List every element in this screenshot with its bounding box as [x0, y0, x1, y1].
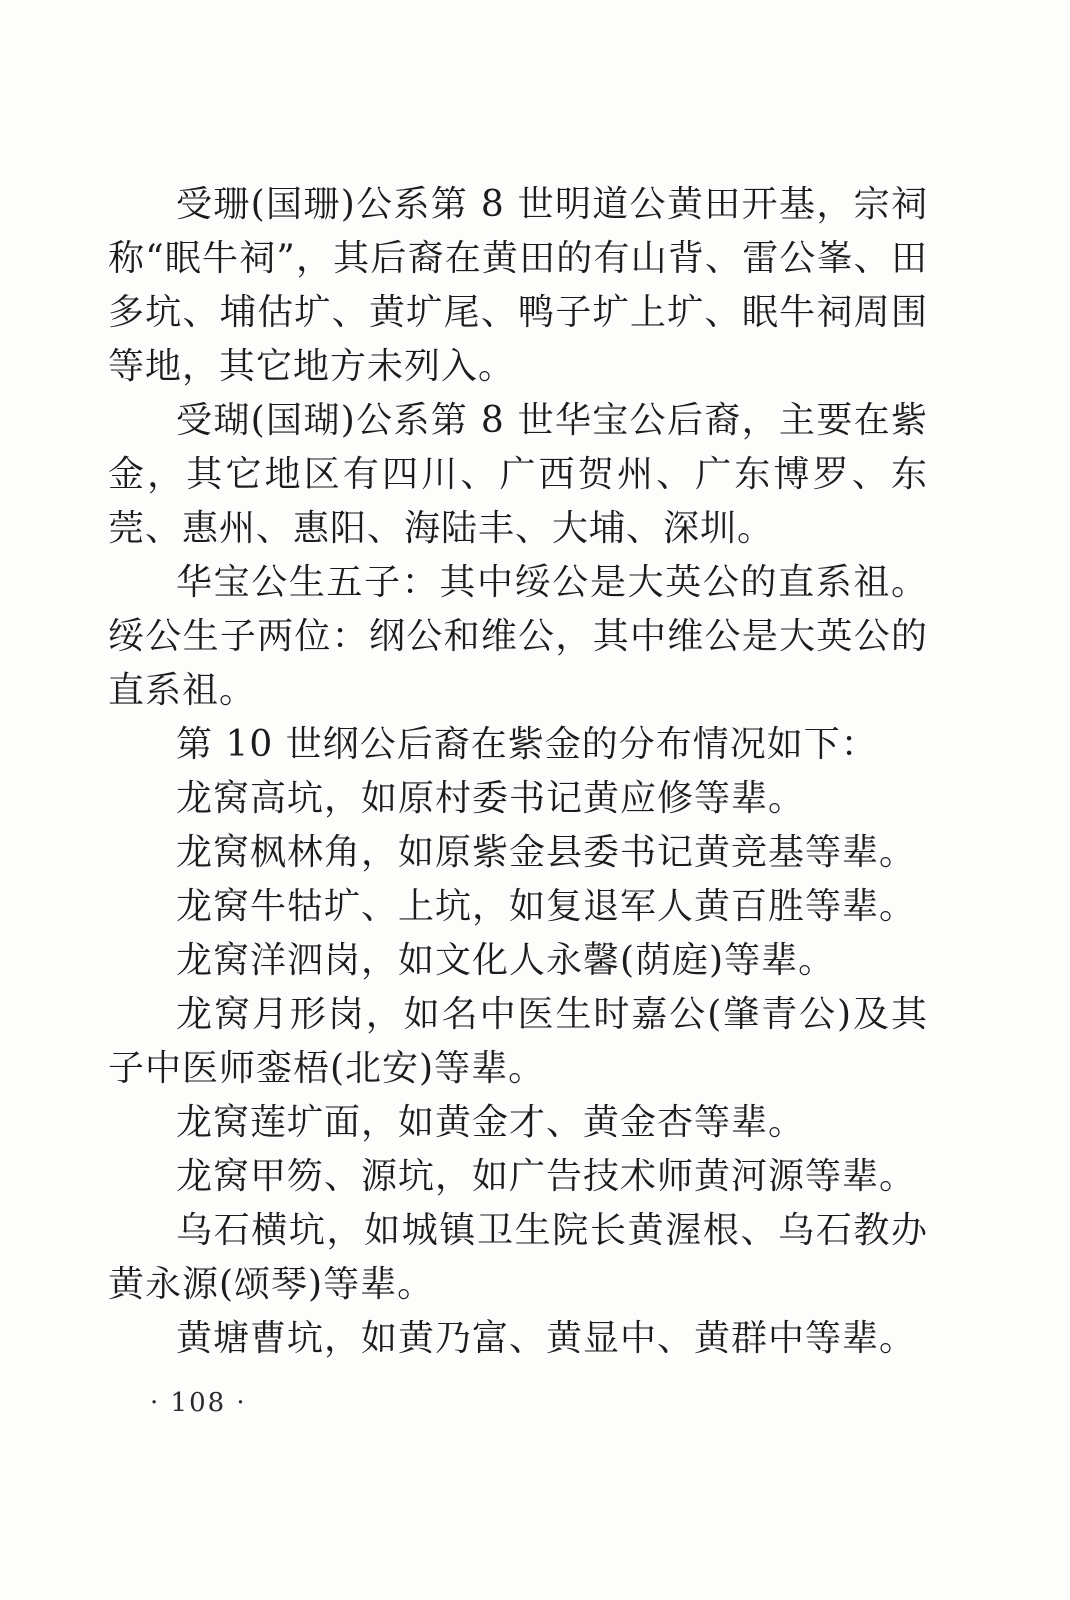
paragraph: 龙窝甲笏、源坑，如广告技术师黄河源等辈。: [176, 1156, 917, 1197]
paragraph: 华宝公生五子：其中绥公是大英公的直系祖。绥公生子两位：纲公和维公，其中维公是大英公的直系祖。: [108, 562, 928, 711]
paragraph: 龙窝洋泗岗，如文化人永馨(荫庭)等辈。: [176, 940, 836, 981]
paragraph: 龙窝月形岗，如名中医生时嘉公(肇青公)及其子中医师銮梧(北安)等辈。: [108, 994, 928, 1089]
paragraph: 龙窝枫林角，如原紫金县委书记黄竞基等辈。: [176, 832, 917, 873]
paragraph: 受瑚(国瑚)公系第 8 世华宝公后裔，主要在紫金，其它地区有四川、广西贺州、广东博罗、东莞、惠州、惠阳、海陆丰、大埔、深圳。: [108, 400, 928, 549]
paragraph: 黄塘曹坑，如黄乃富、黄显中、黄群中等辈。: [176, 1318, 917, 1359]
paragraph: 乌石横坑，如城镇卫生院长黄渥根、乌石教办黄永源(颂琴)等辈。: [108, 1210, 928, 1305]
body-text: [108, 178, 928, 1366]
paragraph: 龙窝牛牯圹、上坑，如复退军人黄百胜等辈。: [176, 886, 917, 927]
paragraph: 受珊(国珊)公系第 8 世明道公黄田开基，宗祠称“眠牛祠”，其后裔在黄田的有山背、雷公峯、田多坑、埔估圹、黄圹尾、鸭子圹上圹、眠牛祠周围等地，其它地方未列入。: [108, 184, 928, 387]
paragraph: 龙窝莲圹面，如黄金才、黄金杏等辈。: [176, 1102, 806, 1143]
page-number: · 108 ·: [150, 1388, 247, 1418]
paragraph: 龙窝高坑，如原村委书记黄应修等辈。: [176, 778, 806, 819]
paragraph: 第 10 世纲公后裔在紫金的分布情况如下：: [176, 724, 878, 765]
